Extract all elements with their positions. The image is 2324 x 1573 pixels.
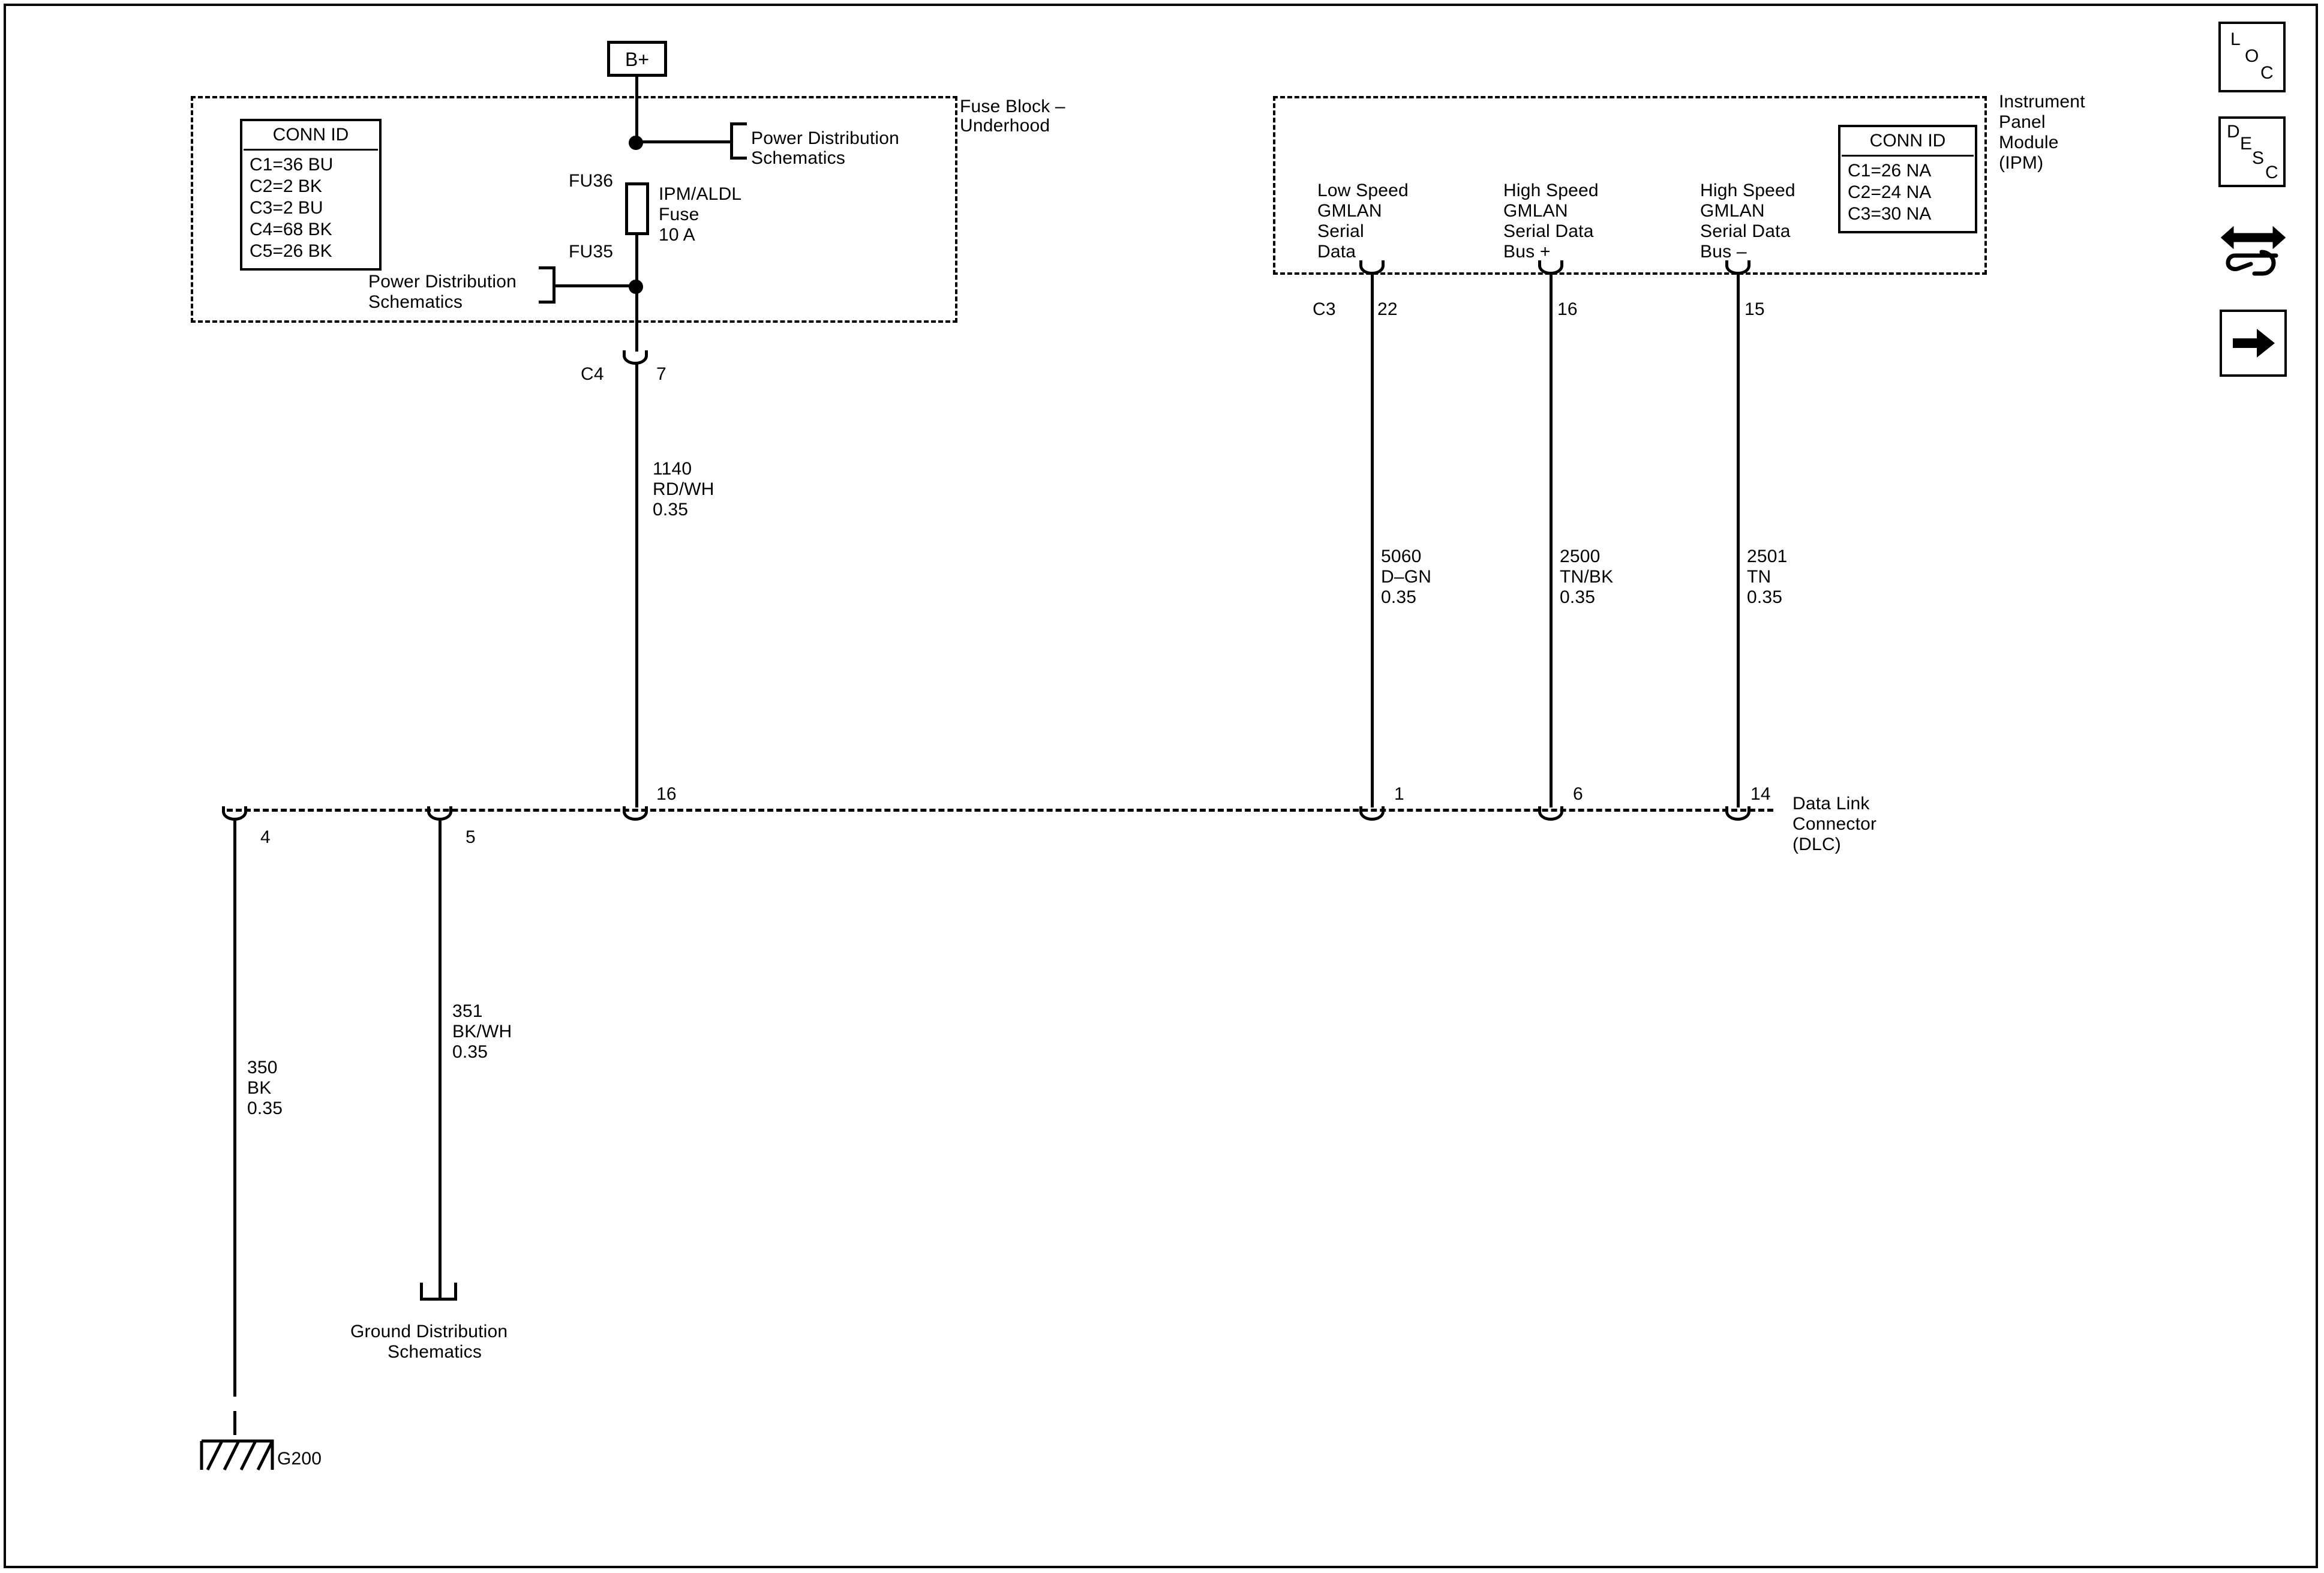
wire-2500-number: 2500 [1560,547,1601,566]
dlc-title-line3: (DLC) [1792,834,1841,854]
fuse-block-conn-id-box [240,119,382,271]
conn-id-row: C2=2 BK [250,176,322,196]
description-button[interactable] [2218,116,2286,187]
conn-id-row: C5=26 BK [250,241,332,261]
conn-id-header: CONN ID [1842,130,1974,157]
wire-350-gauge: 0.35 [247,1098,283,1118]
ipm-title-line4: (IPM) [1999,153,2044,173]
conn-id-row: C3=30 NA [1848,204,1932,224]
desc-letter-d: D [2227,122,2240,142]
bracket-power-distribution-top [730,122,747,160]
gds-line1: Ground Distribution [350,1322,508,1341]
bracket-power-distribution-left [539,266,556,304]
fuse-block-pin-7: 7 [656,364,666,384]
wire-2501-number: 2501 [1747,547,1788,566]
ipm-signal-1-line3: Serial [1317,221,1364,241]
conn-id-header: CONN ID [244,124,378,151]
wire-350-number: 350 [247,1058,278,1077]
wire-5060-run [1371,275,1374,807]
ipm-signal-1-line2: GMLAN [1317,201,1382,221]
pds-left-line2: Schematics [368,292,463,312]
battery-positive-label: B+ [607,41,667,77]
wire-5060-color: D–GN [1381,567,1432,587]
wire-351-color: BK/WH [452,1022,512,1041]
wire-2500-gauge: 0.35 [1560,587,1596,607]
ipm-signal-2-line3: Serial Data [1503,221,1594,241]
ipm-pin-22: 22 [1377,299,1398,319]
tools-button[interactable] [2218,222,2290,282]
ipm-signal-3-line1: High Speed [1700,181,1795,200]
wire-2501-gauge: 0.35 [1747,587,1783,607]
dlc-pin-14: 14 [1750,784,1771,804]
ipm-title-line3: Module [1999,133,2059,152]
fuse-block-connector-ref: C4 [581,364,604,384]
pds-top-line1: Power Distribution [751,128,900,148]
dlc-pin-6: 6 [1573,784,1583,804]
ipm-connector-ref-c3: C3 [1313,299,1336,319]
ipm-signal-1-line1: Low Speed [1317,181,1409,200]
wire-351-gauge: 0.35 [452,1042,488,1062]
wire-350-dash-1 [233,1373,236,1397]
ipm-pin-15: 15 [1744,299,1765,319]
dlc-pin-16: 16 [656,784,677,804]
fuse-symbol [625,182,649,235]
ipm-signal-2-line4: Bus + [1503,242,1551,262]
wire-1140-gauge: 0.35 [653,500,689,520]
ipm-title-line1: Instrument [1999,92,2085,112]
wire-5060-number: 5060 [1381,547,1422,566]
next-arrow-button[interactable] [2220,310,2287,377]
desc-letter-c: C [2265,163,2278,182]
loc-letter-o: O [2245,46,2259,66]
ipm-signal-3-line3: Serial Data [1700,221,1791,241]
ipm-signal-1-line4: Data [1317,242,1356,262]
wire-to-power-distribution-top [635,140,731,143]
bracket-ground-distribution [420,1283,457,1301]
ipm-signal-3-line2: GMLAN [1700,201,1765,221]
wire-2501-run [1737,275,1740,807]
dlc-pin-1: 1 [1394,784,1404,804]
wire-350-color: BK [247,1078,272,1098]
fuse-block-title-line1: Fuse Block – [960,97,1065,116]
conn-id-row: C4=68 BK [250,220,332,239]
conn-id-row: C1=26 NA [1848,161,1932,181]
wire-2501-color: TN [1747,567,1771,587]
conn-id-row: C3=2 BU [250,198,323,218]
wire-2500-color: TN/BK [1560,567,1614,587]
wire-5060-gauge: 0.35 [1381,587,1417,607]
wire-to-power-distribution-left [556,284,637,287]
dlc-title-line1: Data Link [1792,794,1870,813]
loc-letter-l: L [2230,29,2241,49]
wire-1140-color: RD/WH [653,479,714,499]
wire-351-number: 351 [452,1001,483,1021]
fuse-fu35-label: FU35 [569,242,614,262]
dlc-title-line2: Connector [1792,814,1877,834]
wire-351-run [439,821,442,1301]
ipm-pin-16: 16 [1557,299,1578,319]
ipm-signal-2-line1: High Speed [1503,181,1599,200]
wire-350-run [233,821,236,1373]
fuse-rating: 10 A [659,225,695,245]
desc-letter-s: S [2252,148,2265,168]
fuse-block-title-line2: Underhood [960,116,1050,136]
loc-letter-c: C [2260,63,2274,83]
wire-2500-run [1550,275,1553,807]
conn-id-row: C1=36 BU [250,155,334,175]
ipm-signal-2-line2: GMLAN [1503,201,1568,221]
fuse-name-line2: Fuse [659,205,699,224]
fuse-fu36-label: FU36 [569,171,614,191]
wire-350-dash-2 [233,1411,236,1435]
ground-node-label: G200 [277,1449,322,1469]
ground-symbol-g200 [198,1435,276,1496]
pds-left-line1: Power Distribution [368,272,517,292]
ipm-signal-3-line4: Bus – [1700,242,1747,262]
location-button[interactable] [2218,22,2286,92]
wire-1140-number: 1140 [653,459,692,479]
gds-line2: Schematics [388,1342,482,1362]
pds-top-line2: Schematics [751,148,846,168]
wire-1140-run [635,364,638,807]
fuse-name-line1: IPM/ALDL [659,184,742,204]
desc-letter-e: E [2240,134,2253,154]
conn-id-row: C2=24 NA [1848,182,1932,202]
dlc-pin-4: 4 [260,827,271,847]
ipm-title-line2: Panel [1999,112,2046,132]
ipm-conn-id-box [1838,125,1977,233]
dlc-pin-5: 5 [466,827,476,847]
